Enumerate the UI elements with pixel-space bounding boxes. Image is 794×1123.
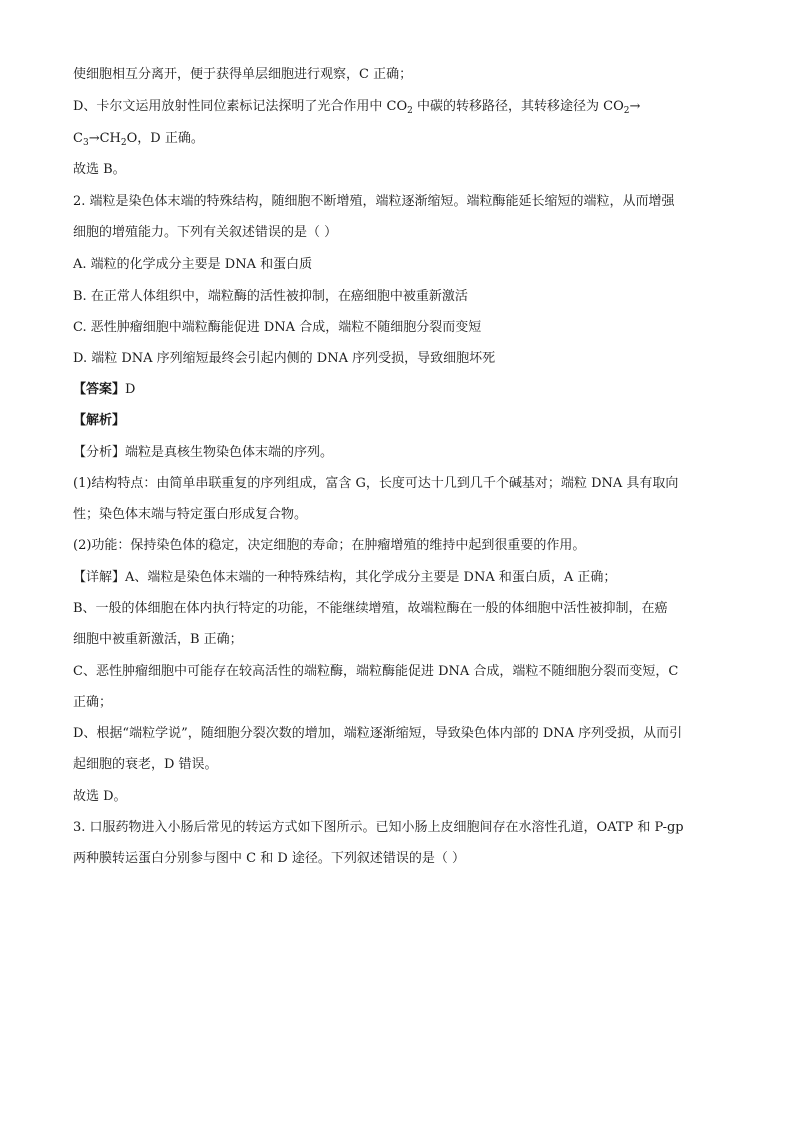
text-run: 3. 口服药物进入小肠后常见的转运方式如下图所示。已知小肠上皮细胞间存在水溶性孔道，OATP 和 P-gp <box>73 820 684 835</box>
text-run: C <box>73 131 83 146</box>
text-line <box>73 663 678 681</box>
text-line <box>73 98 640 116</box>
text-run: C、恶性肿瘤细胞中可能存在较高活性的端粒酶，端粒酶能促进 DNA 合成，端粒不随细胞分裂而变短，C <box>73 664 679 679</box>
text-line <box>73 475 678 493</box>
text-line <box>73 600 668 618</box>
text-line <box>73 631 243 649</box>
text-run: 2. 端粒是染色体末端的特殊结构，随细胞不断增殖，端粒逐渐缩短。端粒酶能延长缩短的端粒，从而增强 <box>73 194 675 209</box>
text-run: C. 恶性肿瘤细胞中端粒酶能促进 DNA 合成，端粒不随细胞分裂而变短 <box>73 320 482 335</box>
text-line <box>73 569 616 587</box>
text-run: B、一般的体细胞在体内执行特定的功能，不能继续增殖，故端粒酶在一般的体细胞中活性被抑制，在癌 <box>73 601 668 616</box>
subscript: 2 <box>407 106 413 116</box>
bold-label: 【解析】 <box>73 413 126 428</box>
text-run: (1)结构特点：由简单串联重复的序列组成，富含 G，长度可达十几到几千个碱基对；端粒 DNA 具有取向 <box>73 476 679 491</box>
text-line <box>73 725 682 743</box>
text-run: O，D 正确。 <box>126 131 204 146</box>
question-2-stem <box>73 193 675 211</box>
answer-line <box>73 381 135 399</box>
text-run: 起细胞的衰老，D 错误。 <box>73 757 218 772</box>
text-run: 端粒是真核生物染色体末端的序列。 <box>125 445 334 460</box>
text-run: 性；染色体末端与特定蛋白形成复合物。 <box>73 507 308 522</box>
text-line <box>73 506 307 524</box>
question-3-stem <box>73 819 684 837</box>
text-line <box>73 66 412 84</box>
text-run: 【详解】 <box>73 570 126 585</box>
text-run: D、根据“端粒学说”，随细胞分裂次数的增加，端粒逐渐缩短，导致染色体内部的 DNA 序列受损，从而引 <box>73 726 683 741</box>
text-run: → <box>629 99 641 114</box>
text-line <box>73 756 218 774</box>
text-run: 故选 B。 <box>73 162 126 177</box>
option-d <box>73 350 495 368</box>
text-line <box>73 537 585 555</box>
text-run: 中碳的转移路径，其转移途径为 CO <box>412 99 624 114</box>
subscript: 2 <box>120 138 127 148</box>
text-run: →CH <box>88 131 121 146</box>
text-run: 细胞的增殖能力。下列有关叙述错误的是（ ） <box>73 225 338 240</box>
option-a <box>73 256 312 274</box>
text-run: 正确； <box>73 695 113 710</box>
text-run: D. 端粒 DNA 序列缩短最终会引起内侧的 DNA 序列受损，导致细胞坏死 <box>73 351 496 366</box>
text-run: 故选 D。 <box>73 789 127 804</box>
question-3-stem <box>73 850 465 868</box>
subscript: 2 <box>623 106 630 116</box>
text-line <box>73 161 126 179</box>
text-line <box>73 788 127 806</box>
bold-label: 【答案】 <box>73 382 126 397</box>
text-run: (2)功能：保持染色体的稳定，决定细胞的寿命；在肿瘤增殖的维持中起到很重要的作用。 <box>73 538 586 553</box>
text-run: D、卡尔文运用放射性同位素标记法探明了光合作用中 CO <box>73 99 408 114</box>
text-run: 两种膜转运蛋白分别参与图中 C 和 D 途径。下列叙述错误的是（ ） <box>73 851 466 866</box>
text-run: B. 在正常人体组织中，端粒酶的活性被抑制，在癌细胞中被重新激活 <box>73 289 468 304</box>
question-2-stem <box>73 224 337 242</box>
text-line <box>73 130 204 148</box>
subscript: 3 <box>82 138 89 148</box>
text-run: A. 端粒的化学成分主要是 DNA 和蛋白质 <box>73 257 313 272</box>
text-line <box>73 694 112 712</box>
text-line <box>73 444 333 462</box>
option-b <box>73 288 468 306</box>
analysis-heading <box>73 412 125 430</box>
option-c <box>73 319 481 337</box>
text-run: 【分析】 <box>73 445 126 460</box>
text-run: D <box>125 382 136 397</box>
text-run: A、端粒是染色体末端的一种特殊结构，其化学成分主要是 DNA 和蛋白质，A 正确； <box>125 570 617 585</box>
text-run: 使细胞相互分离开，便于获得单层细胞进行观察，C 正确； <box>73 67 413 82</box>
text-run: 细胞中被重新激活，B 正确； <box>73 632 243 647</box>
